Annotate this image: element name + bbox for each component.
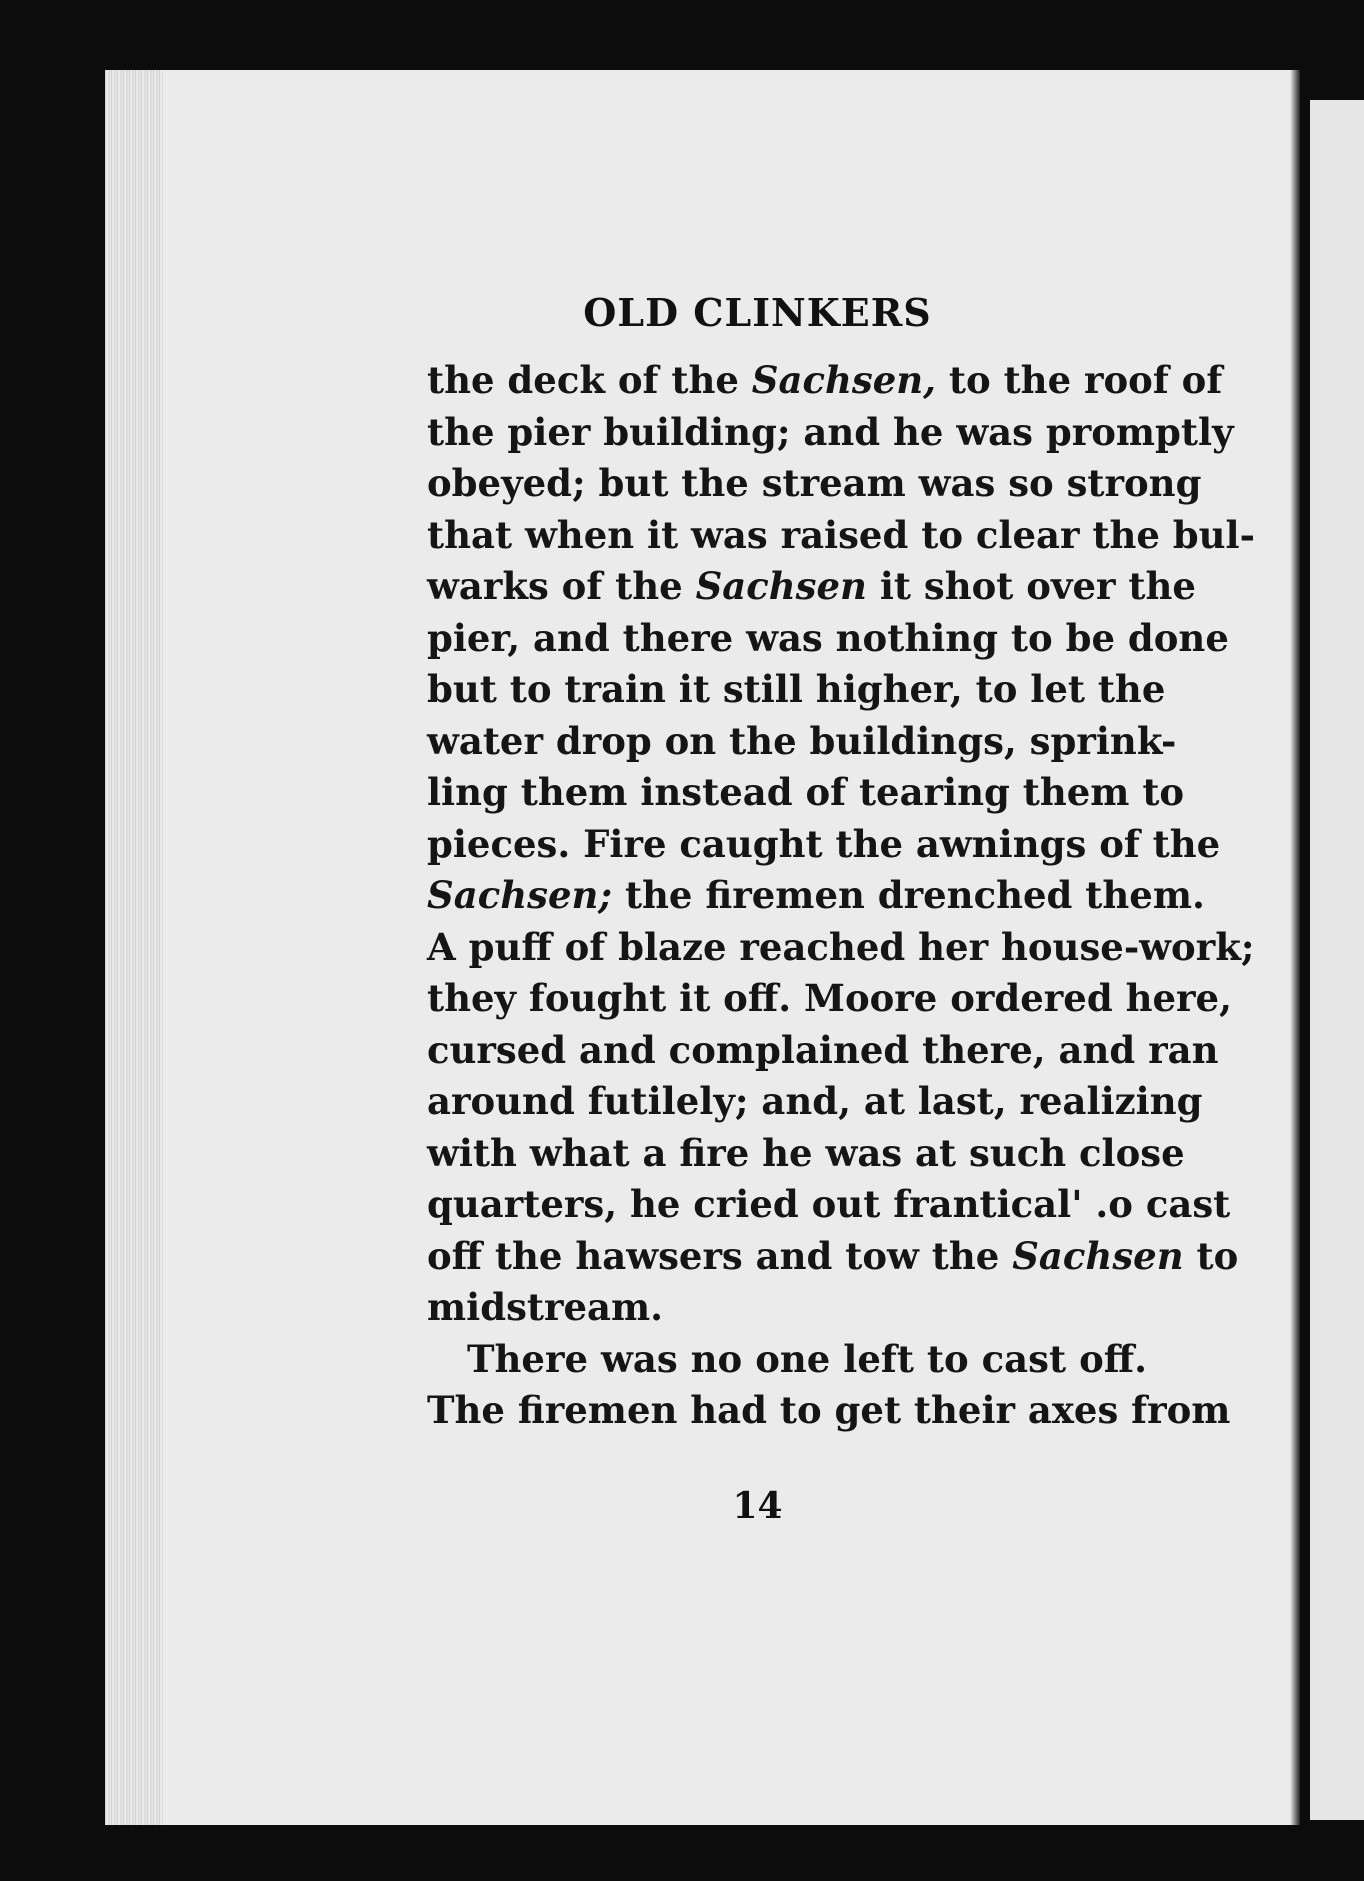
text-line: but to train it still higher, to let the	[427, 667, 1166, 711]
text-line: pier, and there was nothing to be done	[427, 615, 1229, 660]
page-number: 14	[732, 1485, 783, 1527]
running-head: OLD CLINKERS	[583, 290, 932, 335]
text-line: around futilely; and, at last, realizing	[427, 1079, 1203, 1123]
text-line: water drop on the buildings, sprink-	[427, 718, 1177, 763]
text-line: pieces. Fire caught the awnings of the	[427, 821, 1221, 866]
text-line: Sachsen; the firemen drenched them.	[427, 873, 1205, 917]
text-line: cursed and complained there, and ran	[427, 1027, 1219, 1072]
text-line: A puff of blaze reached her house-work;	[427, 924, 1255, 969]
text-line: that when it was raised to clear the bul-	[427, 512, 1255, 557]
facing-page-edge	[1310, 100, 1364, 1820]
text-line: The firemen had to get their axes from	[427, 1388, 1231, 1432]
text-line: ling them instead of tearing them to	[427, 770, 1185, 814]
book-page	[105, 70, 1300, 1825]
text-line: quarters, he cried out frantical' .o cast	[427, 1182, 1231, 1226]
text-line: the pier building; and he was promptly	[427, 409, 1234, 454]
text-line: There was no one left to cast off.	[467, 1336, 1147, 1381]
text-line: obeyed; but the stream was so strong	[427, 461, 1202, 505]
text-line: off the hawsers and tow the Sachsen to	[427, 1233, 1239, 1278]
text-line: with what a fire he was at such close	[427, 1130, 1185, 1175]
body-text	[427, 355, 1255, 1437]
text-line: they fought it off. Moore ordered here,	[427, 976, 1232, 1020]
text-line: warks of the Sachsen it shot over the	[427, 564, 1196, 608]
text-line: midstream.	[427, 1285, 664, 1329]
text-line: the deck of the Sachsen, to the roof of	[427, 358, 1223, 402]
